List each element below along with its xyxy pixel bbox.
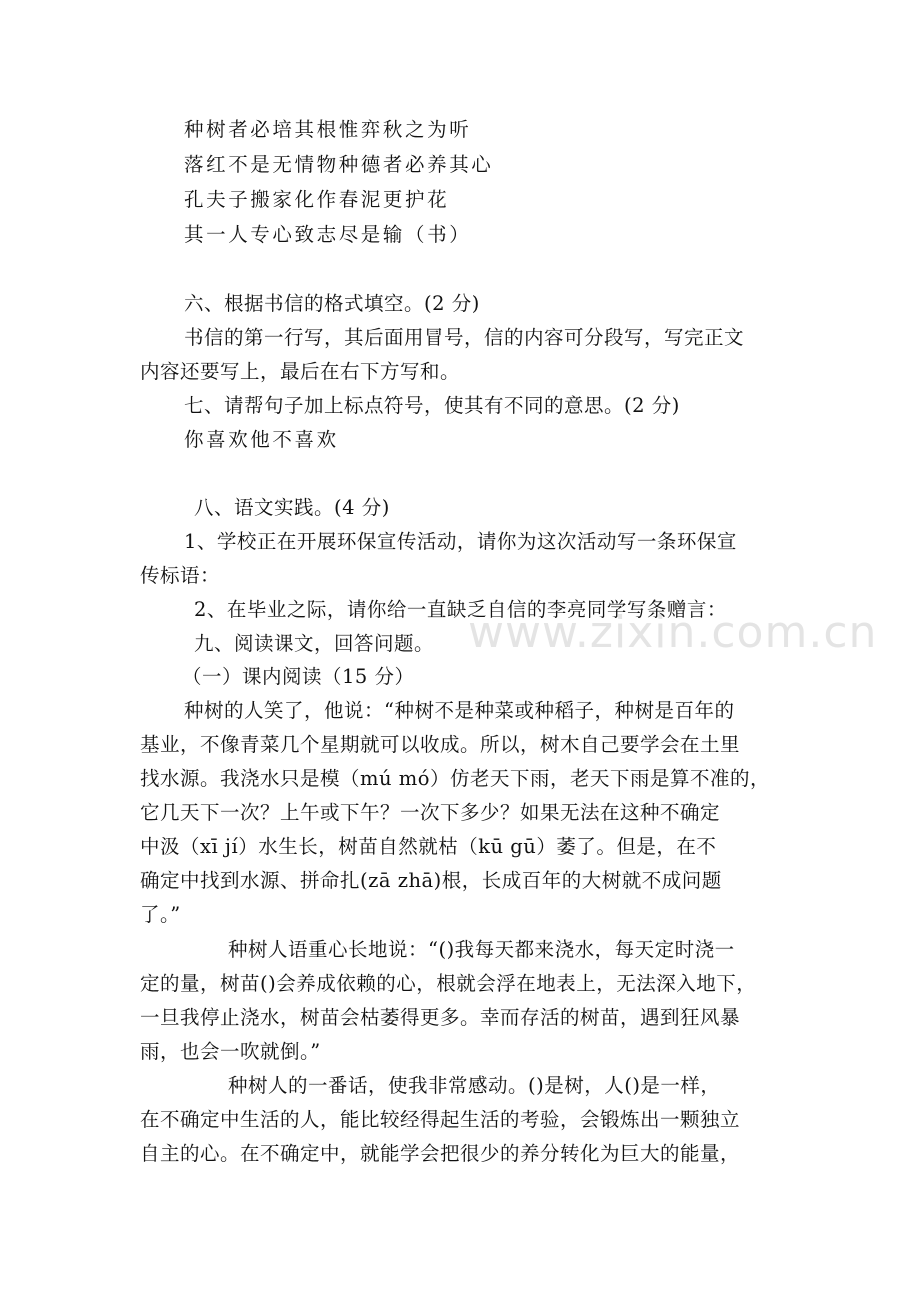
- section-heading: 八、语文实践。(4 分): [194, 496, 390, 519]
- text-line: 落红不是无情物种德者必养其心: [184, 153, 494, 176]
- section-heading: 九、阅读课文，回答问题。: [194, 632, 435, 655]
- text-line: 它几天下一次？上午或下午？一次下多少？如果无法在这种不确定: [140, 801, 721, 824]
- text-line: 自主的心。在不确定中，就能学会把很少的养分转化为巨大的能量，: [140, 1142, 741, 1165]
- text-line: 在不确定中生活的人，能比较经得起生活的考验，会锻炼出一颗独立: [140, 1108, 741, 1131]
- text-line: 其一人专心致志尽是输（书）: [184, 223, 472, 246]
- section-heading: 七、请帮句子加上标点符号，使其有不同的意思。(2 分): [184, 394, 680, 417]
- text-line: 中汲（xī jí）水生长，树苗自然就枯（kū gū）萎了。但是，在不: [140, 835, 717, 858]
- text-line: 传标语：: [140, 564, 221, 587]
- text-line: 孔夫子搬家化作春泥更护花: [184, 188, 450, 211]
- text-line: 找水源。我浇水只是模（mú mó）仿老天下雨，老天下雨是算不准的，: [140, 767, 770, 790]
- text-line: 书信的第一行写，其后面用冒号，信的内容可分段写，写完正文: [184, 326, 745, 349]
- section-heading: （一）课内阅读（15 分）: [182, 665, 415, 688]
- section-heading: 六、根据书信的格式填空。(2 分): [184, 292, 480, 315]
- text-line: 1、学校正在开展环保宣传活动，请你为这次活动写一条环保宣: [184, 530, 737, 553]
- text-line: 定的量，树苗()会养成依赖的心，根就会浮在地表上，无法深入地下，: [140, 972, 757, 995]
- text-line: 种树的人笑了，他说：“种树不是种菜或种稻子，种树是百年的: [184, 699, 735, 722]
- text-line: 种树人的一番话，使我非常感动。()是树，人()是一样，: [228, 1074, 721, 1097]
- text-line: 内容还要写上，最后在右下方写和。: [140, 360, 461, 383]
- text-line: 了。”: [140, 903, 181, 926]
- text-line: 种树人语重心长地说：“()我每天都来浇水，每天定时浇一: [228, 938, 735, 961]
- text-line: 你喜欢他不喜欢: [184, 428, 339, 451]
- text-line: 一旦我停止浇水，树苗会枯萎得更多。幸而存活的树苗，遇到狂风暴: [140, 1006, 741, 1029]
- text-line: 基业，不像青菜几个星期就可以收成。所以，树木自己要学会在土里: [140, 733, 741, 756]
- text-line: 2、在毕业之际，请你给一直缺乏自信的李亮同学写条赠言：: [194, 598, 727, 621]
- text-line: 雨，也会一吹就倒。”: [140, 1040, 321, 1063]
- text-line: 确定中找到水源、拼命扎(zā zhā)根，长成百年的大树就不成问题: [140, 869, 722, 892]
- text-line: 种树者必培其根惟弈秋之为听: [184, 118, 472, 141]
- watermark: www.zixin.com.cn: [468, 607, 878, 658]
